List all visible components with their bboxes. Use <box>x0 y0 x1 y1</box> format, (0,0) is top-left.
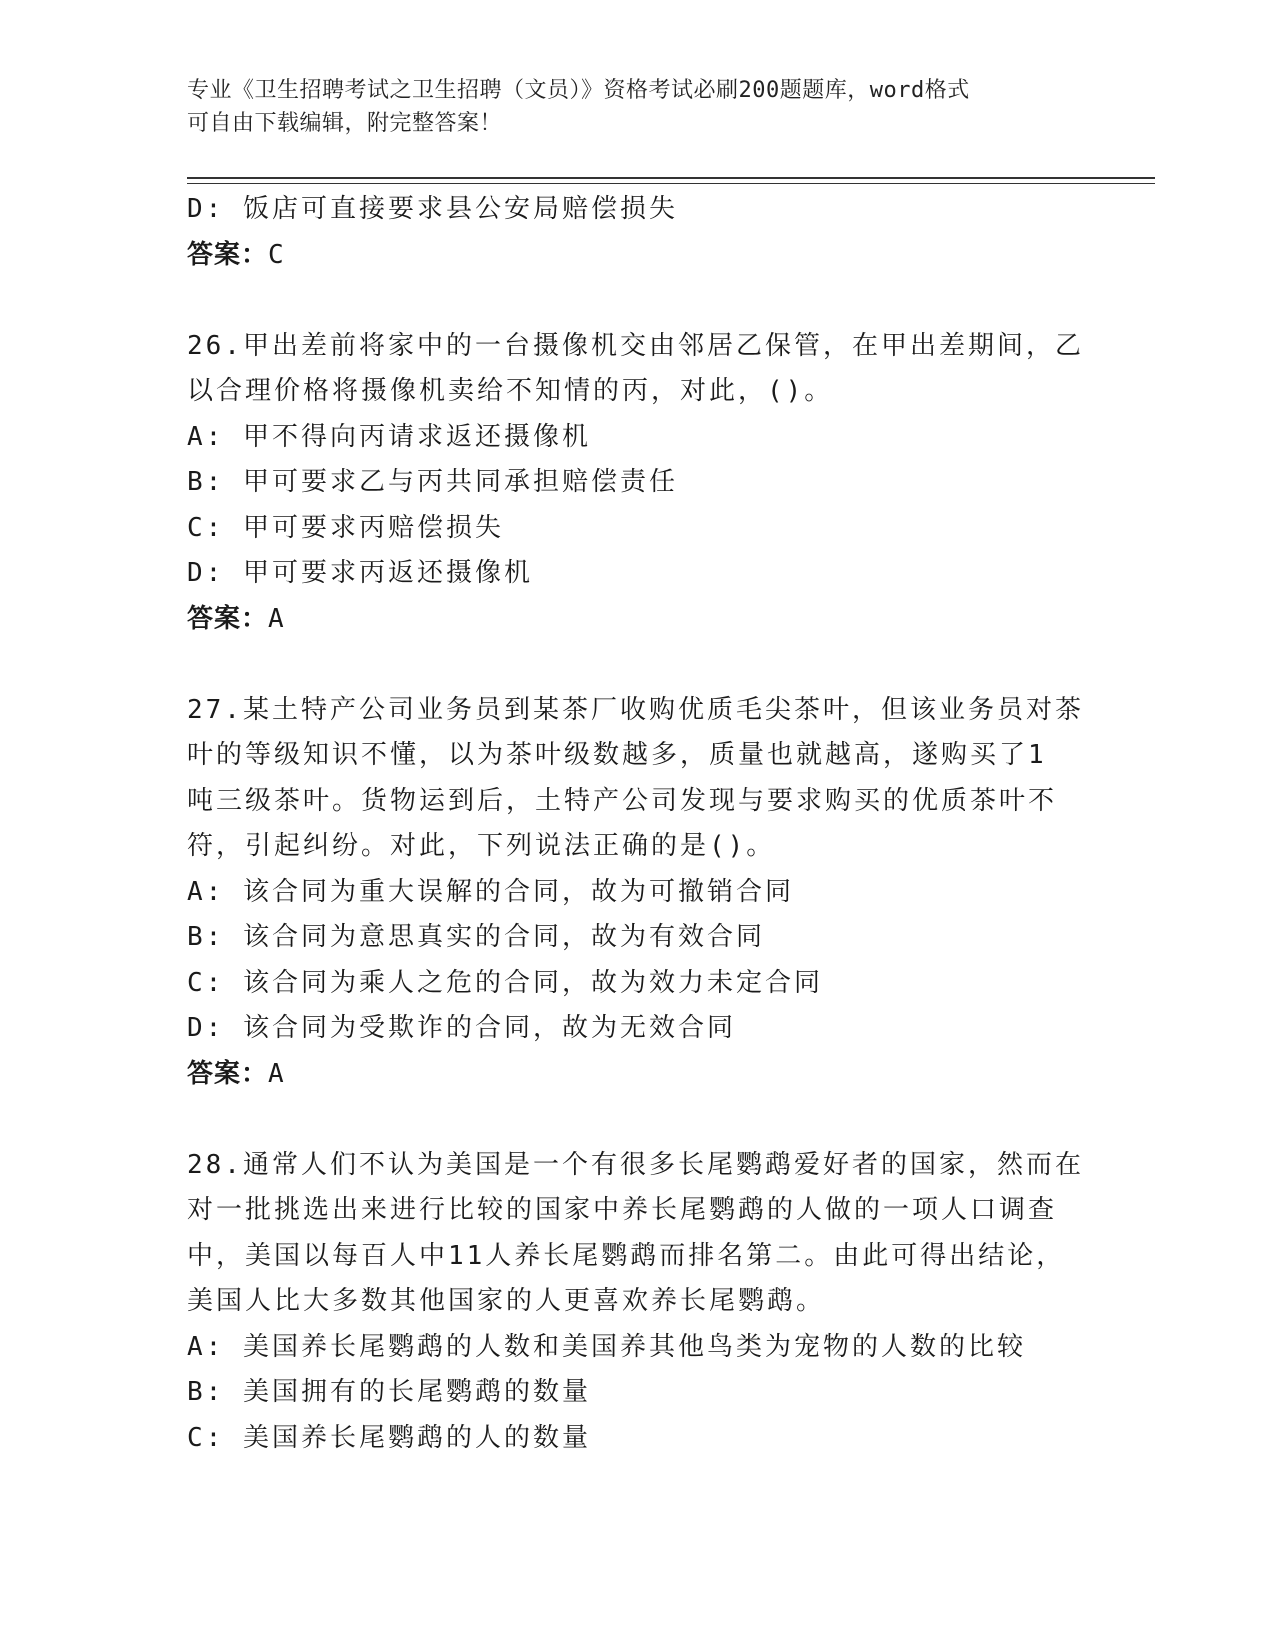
question-26 <box>187 324 1084 643</box>
question-text-line: 符，引起纠纷。对此，下列说法正确的是()。 <box>187 831 776 861</box>
option-d: D: 甲可要求丙返还摄像机 <box>187 558 533 588</box>
answer-line <box>187 233 1077 279</box>
option-b: B: 甲可要求乙与丙共同承担赔偿责任 <box>187 467 678 497</box>
option-c: C: 美国养长尾鹦鹉的人的数量 <box>187 1422 591 1453</box>
answer-label: 答案： <box>187 1058 269 1089</box>
answer-label: 答案： <box>187 603 269 634</box>
question-text-line: 以合理价格将摄像机卖给不知情的丙，对此，()。 <box>187 376 834 406</box>
document-body <box>187 187 1084 1461</box>
question-text-line: 27.某土特产公司业务员到某茶厂收购优质毛尖茶叶，但该业务员对茶 <box>187 694 1084 725</box>
answer-value: A <box>268 603 287 634</box>
option-d: D: 该合同为受欺诈的合同，故为无效合同 <box>187 1013 736 1043</box>
question-27 <box>187 688 1084 1098</box>
option-a: A: 美国养长尾鹦鹉的人数和美国养其他鸟类为宠物的人数的比较 <box>187 1331 1026 1362</box>
question-text-line: 叶的等级知识不懂，以为茶叶级数越多，质量也就越高，遂购买了1 <box>187 740 1047 770</box>
answer-line <box>187 597 1077 643</box>
question-28 <box>187 1143 1084 1462</box>
option-b: B: 该合同为意思真实的合同，故为有效合同 <box>187 922 765 952</box>
question-text-line: 26.甲出差前将家中的一台摄像机交由邻居乙保管，在甲出差期间，乙 <box>187 330 1084 361</box>
answer-value: A <box>268 1058 287 1089</box>
option-d: D: 饭店可直接要求县公安局赔偿损失 <box>187 194 678 224</box>
question-text-line: 美国人比大多数其他国家的人更喜欢养长尾鹦鹉。 <box>187 1286 826 1316</box>
spacer <box>187 642 1077 688</box>
question-text-line: 中，美国以每百人中11人养长尾鹦鹉而排名第二。由此可得出结论， <box>187 1240 1066 1271</box>
spacer <box>187 278 1077 324</box>
option-c: C: 甲可要求丙赔偿损失 <box>187 512 504 543</box>
answer-line <box>187 1052 1077 1098</box>
question-text-line: 对一批挑选出来进行比较的国家中养长尾鹦鹉的人做的一项人口调查 <box>187 1195 1058 1225</box>
option-a: A: 该合同为重大误解的合同，故为可撤销合同 <box>187 876 794 907</box>
header-divider-thick <box>187 177 1155 179</box>
option-c: C: 该合同为乘人之危的合同，故为效力未定合同 <box>187 967 823 998</box>
question-text-line: 吨三级茶叶。货物运到后，土特产公司发现与要求购买的优质茶叶不 <box>187 785 1058 816</box>
answer-label: 答案： <box>187 239 269 270</box>
option-b: B: 美国拥有的长尾鹦鹉的数量 <box>187 1377 591 1407</box>
header-line-1: 专业《卫生招聘考试之卫生招聘（文员）》资格考试必刷200题题库，word格式 <box>187 78 970 103</box>
question-text-line: 28.通常人们不认为美国是一个有很多长尾鹦鹉爱好者的国家，然而在 <box>187 1149 1084 1180</box>
header-divider-thin <box>187 183 1155 184</box>
document-header <box>187 74 1067 140</box>
spacer <box>187 1097 1077 1143</box>
option-a: A: 甲不得向丙请求返还摄像机 <box>187 421 591 452</box>
header-line-2: 可自由下载编辑，附完整答案！ <box>187 111 503 136</box>
answer-value: C <box>268 239 287 270</box>
